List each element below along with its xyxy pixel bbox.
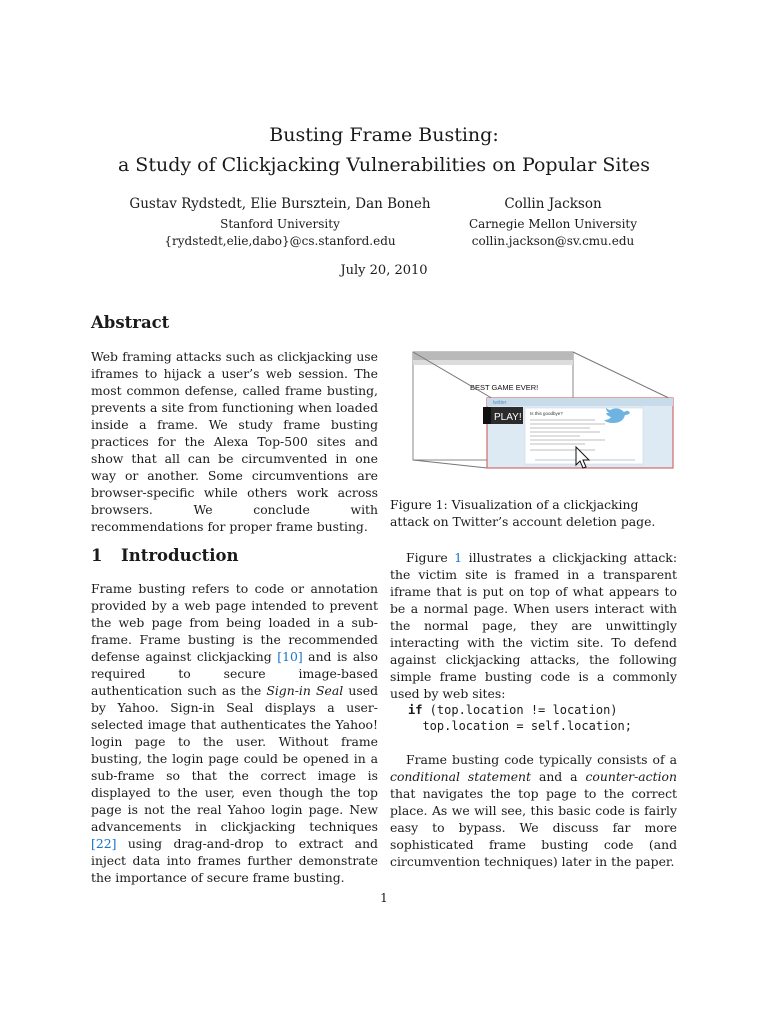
browser-toolbar (413, 352, 573, 360)
author-email: collin.jackson@sv.cmu.edu (471, 234, 635, 248)
figure-1 (395, 340, 677, 490)
section-title: Introduction (121, 546, 239, 565)
frame-busting-code (408, 702, 632, 734)
clickjacking-illustration (395, 340, 677, 490)
para-text: illustrates a clickjacking attack: the victim site is framed in a transparent iframe that is put on top of what appears to be a normal page. When users interact with the normal page, they are unwittingly interacting with the victim site. To defend against clickjacking attacks, the following simple frame busting code is a commonly used by web sites: (390, 550, 677, 701)
victim-logo: twitter (493, 400, 507, 406)
play-button-label: PLAY! (494, 412, 522, 423)
paper-title-line-2: a Study of Clickjacking Vulnerabilities on Popular Sites (117, 154, 651, 176)
abstract-heading: Abstract (91, 313, 170, 332)
perspective-line (413, 460, 487, 468)
para-text: that navigates the top page to the correct place. As we will see, this basic code is fairly easy to bypass. We discuss far more sophisticated frame busting code (and circumvention techniques) later in the paper. (390, 786, 677, 869)
intro-text: using drag-and-drop to extract and inject data into frames further demonstrate the importance of secure frame busting. (91, 836, 378, 885)
author-names: Gustav Rydstedt, Elie Bursztein, Dan Boneh (129, 196, 431, 212)
page-number: 1 (380, 891, 388, 905)
intro-emphasis: Sign-in Seal (266, 683, 344, 698)
code-line-1: (top.location != location) (422, 703, 618, 717)
victim-heading: Is this goodbye? (530, 411, 563, 416)
figure-ref-link[interactable]: 1 (454, 550, 463, 565)
figure-1-caption: Figure 1: Visualization of a clickjacking attack on Twitter’s account deletion page. (390, 497, 656, 529)
para-text: Figure (406, 550, 455, 565)
author-names: Collin Jackson (504, 196, 602, 212)
author-affiliation: Stanford University (220, 217, 340, 231)
authors-cmu (458, 196, 648, 250)
abstract-text: Web framing attacks such as clickjacking use iframes to hijack a user’s web session. The most common defense, called frame busting, prevents a site from functioning when loaded inside a frame. We study frame busting practices for the Alexa Top-500 sites and show that all can be circumvented in one way or another. Some circumventions are browser-specific while others work across browsers. We conclude with recommendations for proper frame busting. (91, 349, 378, 534)
authors-stanford (120, 196, 440, 250)
author-email: {rydstedt,elie,dabo}@cs.stanford.edu (164, 234, 396, 248)
para-emphasis: counter-action (585, 769, 677, 784)
intro-text: Frame busting refers to code or annotation provided by a web page intended to prevent the web page from being loaded in a sub-frame. Frame busting is the recommended defense against clickjacking (91, 581, 378, 664)
para-text: and a (531, 769, 586, 784)
intro-paragraph (91, 580, 378, 886)
paper-date: July 20, 2010 (340, 263, 428, 278)
perspective-line (573, 352, 673, 400)
figure-reference-paragraph (390, 549, 677, 702)
paper-title-line-1: Busting Frame Busting: (269, 124, 499, 146)
para-text: Frame busting code typically consists of a (406, 752, 677, 767)
para-emphasis: conditional statement (390, 769, 532, 784)
citation-link[interactable]: [10] (277, 649, 303, 664)
overlay-headline: BEST GAME EVER! (470, 383, 539, 392)
intro-text: used by Yahoo. Sign-in Seal displays a user-selected image that authenticates the Yahoo! login page to the user. Without frame busting, the login page could be opened in a sub-frame so that the correct image is displayed to the user, even though the top page is not the real Yahoo login page. New advancements in clickjacking techniques (91, 683, 378, 834)
victim-header (487, 398, 673, 406)
author-affiliation: Carnegie Mellon University (468, 217, 638, 231)
code-line-2: top.location = self.location; (408, 719, 632, 733)
citation-link[interactable]: [22] (91, 836, 117, 851)
section-number: 1 (91, 546, 103, 565)
browser-addressbar (413, 360, 573, 365)
code-keyword: if (408, 703, 423, 717)
section-1-heading (91, 546, 239, 565)
intro-text: and is also required to secure image-based authentication such as the (91, 649, 378, 698)
frame-busting-paragraph (390, 751, 677, 870)
